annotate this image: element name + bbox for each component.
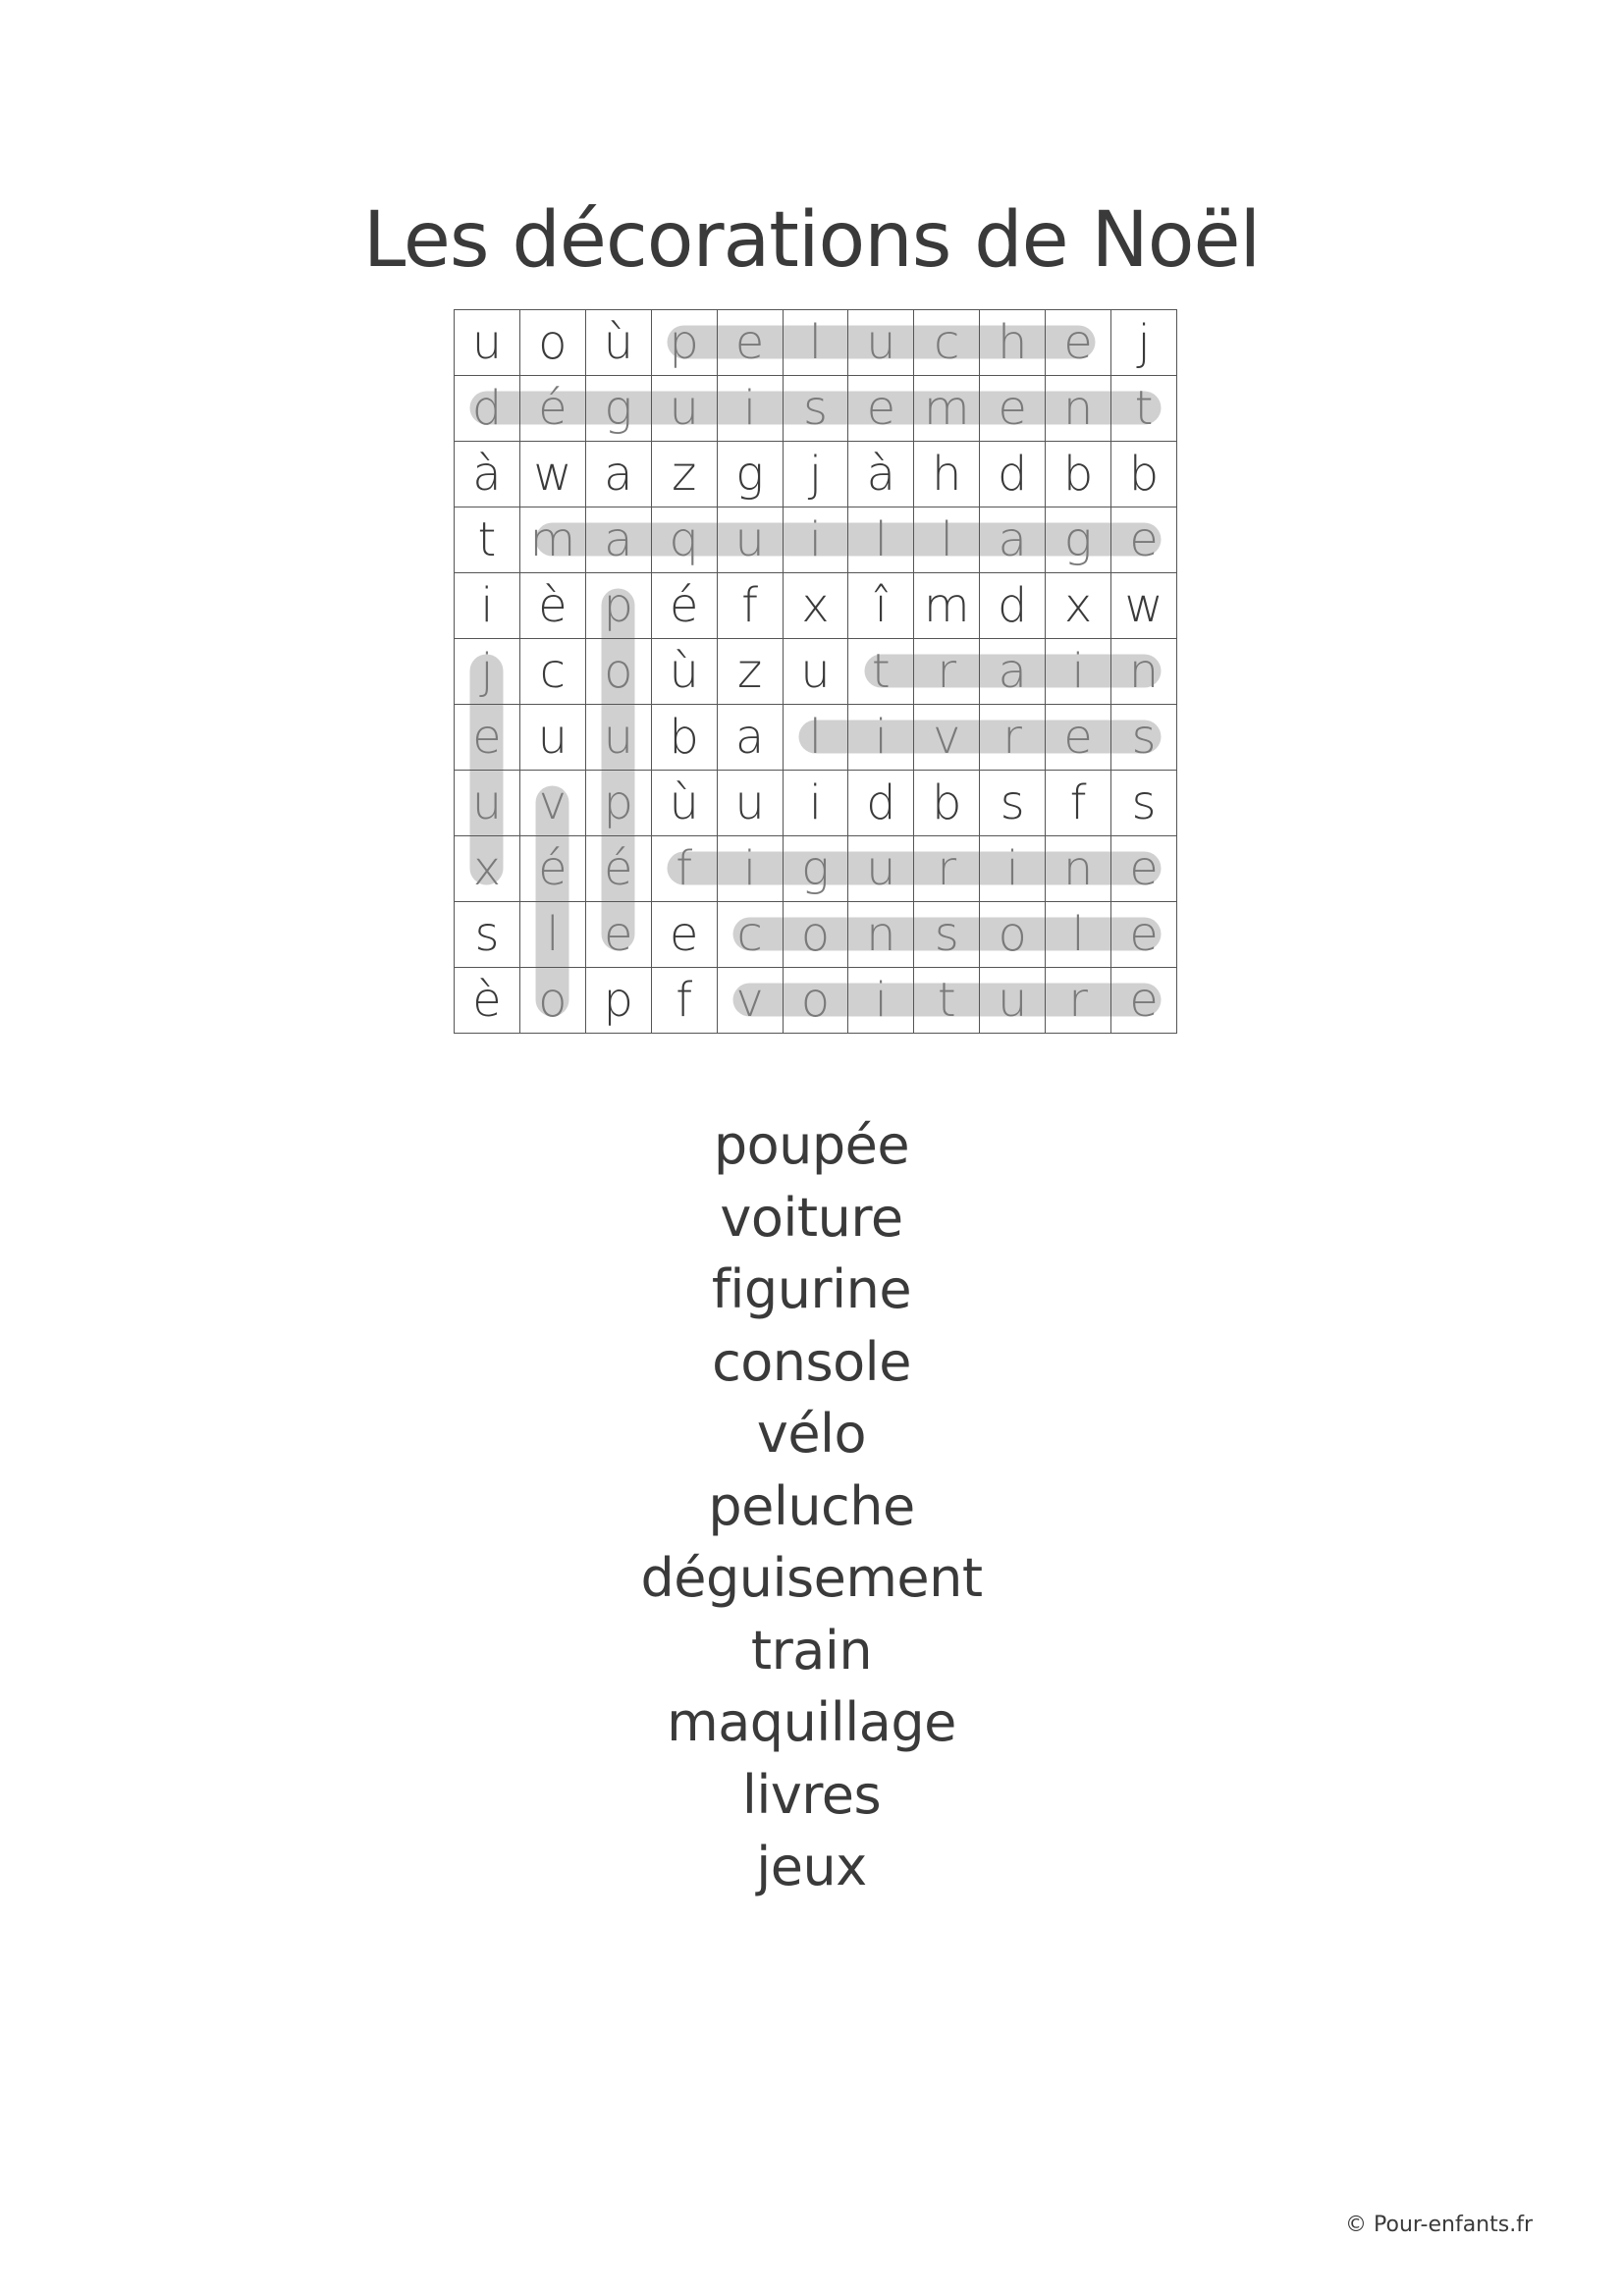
grid-row (455, 836, 1177, 902)
grid-cell: l (848, 507, 914, 573)
grid-cell: u (783, 639, 848, 705)
grid-cell: x (1046, 573, 1111, 639)
grid-cell: j (455, 639, 520, 705)
grid-cell: p (585, 573, 651, 639)
word-list-item: figurine (711, 1258, 912, 1320)
grid-cell: m (519, 507, 585, 573)
word-list-item: livres (741, 1763, 882, 1826)
word-search-puzzle (454, 309, 1177, 1034)
grid-cell: i (717, 836, 783, 902)
grid-cell: à (455, 442, 520, 507)
grid-cell: u (717, 507, 783, 573)
grid-cell: i (783, 507, 848, 573)
grid-cell: p (585, 968, 651, 1034)
grid-cell: s (783, 376, 848, 442)
grid-cell: n (848, 902, 914, 968)
grid-row (455, 968, 1177, 1034)
grid-row (455, 376, 1177, 442)
grid-cell: h (914, 442, 980, 507)
grid-cell: è (455, 968, 520, 1034)
grid-cell: e (1111, 507, 1177, 573)
grid-cell: a (585, 507, 651, 573)
grid-cell: ù (651, 639, 717, 705)
word-list-item: vélo (756, 1403, 867, 1465)
grid-cell: e (1111, 902, 1177, 968)
grid-cell: v (717, 968, 783, 1034)
grid-cell: t (455, 507, 520, 573)
grid-cell: e (848, 376, 914, 442)
grid-row (455, 639, 1177, 705)
grid-cell: f (651, 836, 717, 902)
word-list-item: maquillage (667, 1691, 956, 1753)
grid-row (455, 442, 1177, 507)
grid-cell: i (848, 705, 914, 771)
grid-cell: a (980, 507, 1046, 573)
grid-cell: w (519, 442, 585, 507)
grid-cell: u (848, 836, 914, 902)
grid-row (455, 902, 1177, 968)
grid-cell: v (519, 771, 585, 836)
word-list-item: jeux (756, 1836, 867, 1897)
grid-cell: o (980, 902, 1046, 968)
grid-cell: u (980, 968, 1046, 1034)
grid-cell: r (914, 639, 980, 705)
grid-cell: e (455, 705, 520, 771)
grid-cell: b (1111, 442, 1177, 507)
grid-cell: u (455, 771, 520, 836)
grid-cell: b (651, 705, 717, 771)
word-list-item: train (750, 1619, 873, 1682)
grid-cell: n (1111, 639, 1177, 705)
grid-cell: x (783, 573, 848, 639)
word-list-item: console (712, 1330, 911, 1393)
grid-cell: d (455, 376, 520, 442)
grid-cell: l (783, 310, 848, 376)
grid-cell: q (651, 507, 717, 573)
word-list-item: déguisement (640, 1547, 983, 1609)
grid-cell: l (1046, 902, 1111, 968)
grid-cell: t (914, 968, 980, 1034)
grid-cell: z (651, 442, 717, 507)
grid-cell: p (651, 310, 717, 376)
grid-cell: é (519, 376, 585, 442)
grid-cell: z (717, 639, 783, 705)
grid-cell: i (783, 771, 848, 836)
grid-cell: c (519, 639, 585, 705)
grid-cell: l (914, 507, 980, 573)
word-list (0, 1109, 1623, 1903)
grid-cell: é (651, 573, 717, 639)
grid-cell: e (980, 376, 1046, 442)
grid-cell: i (980, 836, 1046, 902)
grid-cell: i (1046, 639, 1111, 705)
grid-cell: x (455, 836, 520, 902)
grid-cell: f (651, 968, 717, 1034)
grid-cell: e (585, 902, 651, 968)
grid-cell: r (914, 836, 980, 902)
grid-cell: u (585, 705, 651, 771)
grid-cell: é (585, 836, 651, 902)
grid-cell: f (717, 573, 783, 639)
grid-cell: t (1111, 376, 1177, 442)
grid-cell: u (848, 310, 914, 376)
grid-cell: s (1111, 705, 1177, 771)
grid-row (455, 310, 1177, 376)
grid-row (455, 771, 1177, 836)
grid-cell: e (717, 310, 783, 376)
grid-cell: d (980, 573, 1046, 639)
page-title: Les décorations de Noël (362, 196, 1261, 285)
grid-cell: l (783, 705, 848, 771)
grid-cell: r (1046, 968, 1111, 1034)
grid-cell: m (914, 376, 980, 442)
grid-cell: n (1046, 376, 1111, 442)
grid-cell: g (1046, 507, 1111, 573)
grid-cell: r (980, 705, 1046, 771)
grid-cell: o (783, 968, 848, 1034)
grid-cell: c (914, 310, 980, 376)
grid-cell: î (848, 573, 914, 639)
grid-cell: t (848, 639, 914, 705)
grid-cell: g (717, 442, 783, 507)
grid-cell: n (1046, 836, 1111, 902)
grid-cell: g (585, 376, 651, 442)
grid-cell: o (519, 310, 585, 376)
grid-cell: e (1111, 836, 1177, 902)
grid-cell: ù (585, 310, 651, 376)
grid-row (455, 573, 1177, 639)
grid-cell: b (914, 771, 980, 836)
grid-cell: a (585, 442, 651, 507)
grid-cell: e (1046, 310, 1111, 376)
grid-cell: é (519, 836, 585, 902)
grid-cell: d (848, 771, 914, 836)
grid-cell: p (585, 771, 651, 836)
grid-cell: s (980, 771, 1046, 836)
grid-cell: o (585, 639, 651, 705)
grid-cell: u (455, 310, 520, 376)
grid-cell: u (651, 376, 717, 442)
grid-cell: f (1046, 771, 1111, 836)
grid-cell: v (914, 705, 980, 771)
grid-cell: s (455, 902, 520, 968)
grid-cell: e (1111, 968, 1177, 1034)
word-list-item: voiture (720, 1186, 903, 1249)
grid-cell: w (1111, 573, 1177, 639)
grid-cell: j (1111, 310, 1177, 376)
grid-cell: i (717, 376, 783, 442)
grid-cell: g (783, 836, 848, 902)
word-list-item: poupée (713, 1114, 910, 1176)
grid-cell: e (651, 902, 717, 968)
grid-cell: o (783, 902, 848, 968)
grid-cell: u (717, 771, 783, 836)
letter-grid (454, 309, 1177, 1034)
grid-cell: à (848, 442, 914, 507)
grid-cell: a (980, 639, 1046, 705)
grid-cell: m (914, 573, 980, 639)
grid-cell: d (980, 442, 1046, 507)
grid-cell: c (717, 902, 783, 968)
grid-cell: l (519, 902, 585, 968)
copyright-footer: © Pour-enfants.fr (1345, 2213, 1533, 2237)
grid-row (455, 507, 1177, 573)
grid-cell: i (455, 573, 520, 639)
grid-cell: s (914, 902, 980, 968)
grid-cell: i (848, 968, 914, 1034)
grid-cell: è (519, 573, 585, 639)
grid-cell: a (717, 705, 783, 771)
grid-cell: j (783, 442, 848, 507)
grid-cell: s (1111, 771, 1177, 836)
grid-cell: u (519, 705, 585, 771)
grid-cell: e (1046, 705, 1111, 771)
grid-row (455, 705, 1177, 771)
word-list-item: peluche (708, 1474, 915, 1537)
grid-cell: b (1046, 442, 1111, 507)
grid-cell: h (980, 310, 1046, 376)
grid-cell: o (519, 968, 585, 1034)
grid-cell: ù (651, 771, 717, 836)
